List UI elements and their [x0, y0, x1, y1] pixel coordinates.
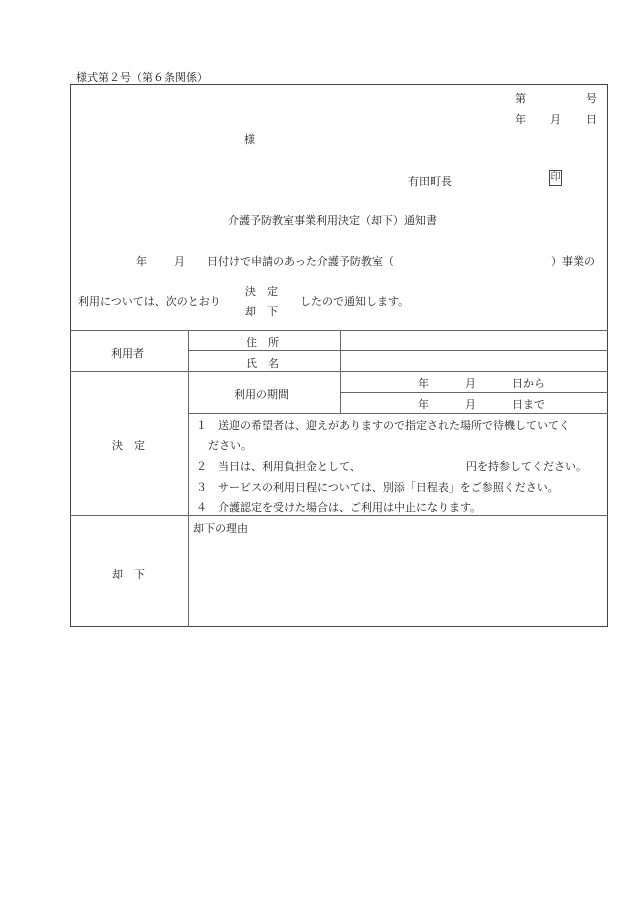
user-label: 利用者 — [111, 347, 144, 360]
name-label: 氏 名 — [246, 357, 279, 370]
notification-text: したので通知します。 — [300, 295, 410, 308]
period-to-label: 日まで — [512, 398, 545, 411]
period-from-label: 日から — [512, 377, 545, 390]
table-top-rule — [70, 330, 608, 331]
application-month-label: 月 — [174, 255, 185, 268]
reject-section-rule — [70, 515, 608, 516]
option-decide: 決 定 — [245, 285, 278, 298]
option-reject: 却 下 — [245, 305, 278, 318]
program-name-close: ）事業の — [551, 255, 595, 268]
reject-reason-label: 却下の理由 — [193, 522, 248, 535]
address-row-rule — [188, 350, 608, 351]
period-from-month: 月 — [465, 377, 476, 390]
period-to-year: 年 — [418, 398, 429, 411]
period-label: 利用の期間 — [234, 388, 289, 401]
note-1-line-2: ださい。 — [208, 439, 252, 452]
date-year-label: 年 — [515, 113, 526, 126]
note-1-line-1: １ 送迎の希望者は、迎えがありますので指定された場所で待機していてく — [196, 419, 570, 432]
user-section-rule — [70, 371, 608, 372]
period-from-year: 年 — [418, 377, 429, 390]
number-prefix: 第 — [515, 92, 526, 105]
issuer-name: 有田町長 — [408, 175, 452, 188]
application-text: 日付けで申請のあった介護予防教室（ — [207, 255, 394, 268]
decision-label: 決 定 — [112, 439, 145, 452]
note-2-text: ２ 当日は、利用負担金として、 — [196, 460, 361, 473]
period-to-month: 月 — [465, 398, 476, 411]
seal-mark: 印 — [550, 172, 561, 183]
address-label: 住 所 — [246, 336, 279, 349]
note-4-text: ４ 介護認定を受けた場合は、ご利用は中止になります。 — [196, 501, 482, 514]
note-3-text: ３ サービスの利用日程については、別添「日程表」をご参照ください。 — [196, 481, 559, 494]
usage-text: 利用については、次のとおり — [78, 295, 221, 308]
document-title: 介護予防教室事業利用決定（却下）通知書 — [228, 214, 437, 227]
label-column-rule — [188, 330, 189, 627]
number-suffix: 号 — [586, 92, 597, 105]
form-number-label: 様式第２号（第６条関係） — [76, 71, 208, 84]
reject-label: 却 下 — [112, 568, 145, 581]
date-day-label: 日 — [586, 113, 597, 126]
notice-form-frame — [70, 84, 608, 627]
date-month-label: 月 — [550, 113, 561, 126]
addressee-honorific: 様 — [244, 133, 255, 146]
period-row-rule — [340, 392, 608, 393]
note-2-tail: 円を持参してください。 — [466, 460, 587, 473]
notes-top-rule — [188, 413, 608, 414]
seal-box — [549, 170, 562, 186]
application-year-label: 年 — [136, 255, 147, 268]
